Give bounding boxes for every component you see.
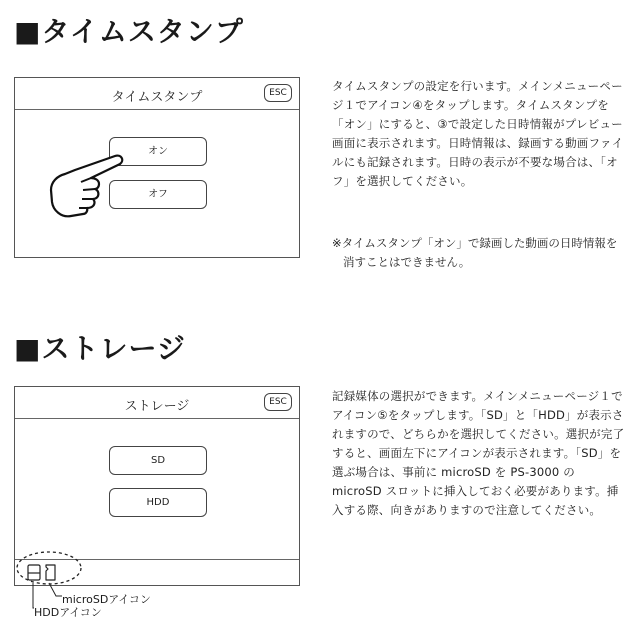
timestamp-heading: ■タイムスタンプ	[14, 15, 244, 48]
storage-screen-title: ストレージ	[124, 399, 190, 414]
hdd-icon-label: HDDアイコン	[34, 606, 102, 619]
timestamp-on-button[interactable]: オン	[109, 137, 207, 166]
storage-hdd-button[interactable]: HDD	[109, 488, 207, 517]
storage-heading: ■ストレージ	[14, 332, 186, 365]
storage-sd-button[interactable]: SD	[109, 446, 207, 475]
esc-button[interactable]: ESC	[264, 393, 292, 411]
esc-button[interactable]: ESC	[264, 84, 292, 102]
timestamp-screen-title: タイムスタンプ	[111, 90, 203, 105]
timestamp-note: ※タイムスタンプ「オン」で録画した動画の日時情報を消すことはできません。	[332, 236, 618, 269]
storage-description: 記録媒体の選択ができます。メインメニューページ１でアイコン⑤をタップします。「SD」と「HDD」が表示されますので、どちらかを選択してください。選択が完了すると、画面左下にアイコンが表示されます。「SD」を選ぶ場合は、事前に microSD を PS-3000 の microSD スロットに挿入しておく必要があります。挿入する際、向きがありますので注意してください。	[332, 389, 625, 517]
timestamp-off-button[interactable]: オフ	[109, 180, 207, 209]
microsd-icon-label: microSDアイコン	[62, 593, 151, 606]
timestamp-description: タイムスタンプの設定を行います。メインメニューページ１でアイコン④をタップします。タイムスタンプを「オン」にすると、③で設定した日時情報がプレビュー画面に表示されます。日時情報は、録画する動画ファイルにも記録されます。日時の表示が不要な場合は、「オフ」を選択してください。	[332, 79, 624, 188]
